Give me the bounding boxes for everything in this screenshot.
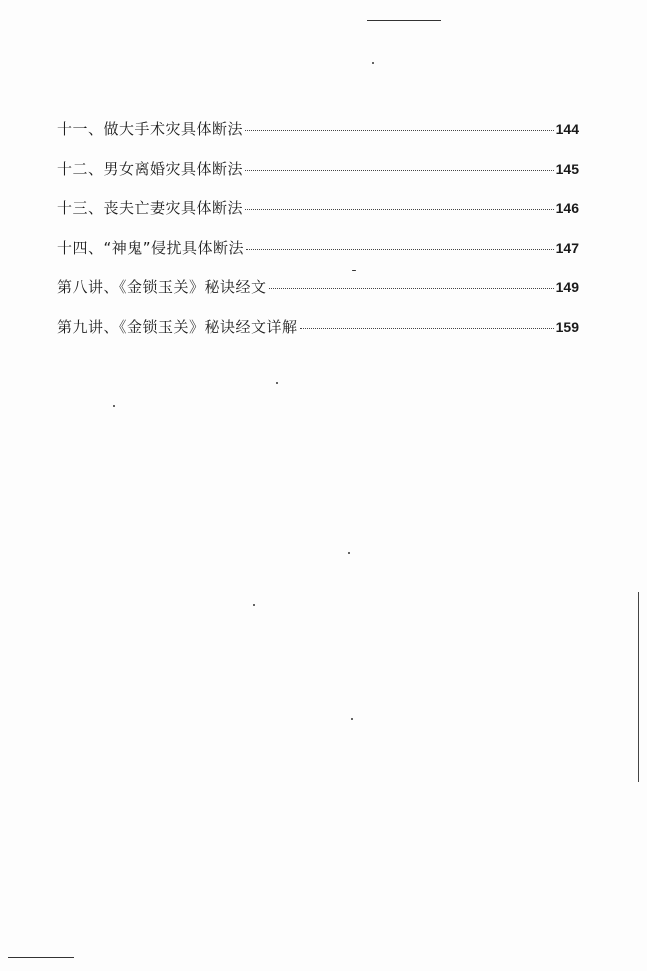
scan-speck: [276, 382, 278, 384]
toc-entry-title: 十四、“神鬼”侵扰具体断法: [57, 238, 245, 257]
scan-speck: [372, 62, 374, 64]
toc-entry-title: 第九讲、《金锁玉关》秘诀经文详解: [57, 317, 298, 336]
header-rule: [367, 20, 441, 21]
toc-entry-title: 十一、做大手术灾具体断法: [57, 120, 244, 138]
scan-speck: [348, 552, 350, 554]
toc-entry-title: 十三、丧夫亡妻灾具体断法: [57, 199, 244, 217]
toc-entry[interactable]: [57, 316, 579, 356]
scan-speck: [113, 405, 115, 407]
toc-dot-leader: [245, 209, 554, 210]
toc-entry-title: 十二、男女离婚灾具体断法: [57, 159, 244, 178]
toc-dot-leader: [245, 130, 554, 131]
footer-rule: [8, 957, 74, 958]
scan-speck: [253, 604, 255, 606]
toc-entry-page: 149: [555, 279, 579, 295]
toc-dot-leader: [246, 249, 554, 250]
toc-entry[interactable]: [57, 197, 579, 237]
toc-entry[interactable]: [57, 158, 579, 198]
toc-entry[interactable]: [57, 237, 579, 277]
toc-dot-leader: [300, 328, 554, 329]
toc-entry-page: 144: [555, 121, 579, 137]
toc-entry[interactable]: [57, 276, 579, 316]
toc-dot-leader: [269, 288, 554, 289]
toc-dot-leader: [245, 170, 554, 171]
toc-entry-title: 第八讲、《金锁玉关》秘诀经文: [57, 278, 267, 296]
toc-entry-page: 146: [555, 200, 579, 216]
scan-edge-line: [638, 592, 639, 782]
toc-entry-page: 159: [555, 318, 579, 335]
toc-entry-page: 147: [555, 239, 579, 256]
scan-speck: [351, 718, 353, 720]
toc-entry[interactable]: [57, 118, 579, 158]
toc-entry-page: 145: [555, 160, 579, 177]
table-of-contents: [57, 118, 579, 355]
